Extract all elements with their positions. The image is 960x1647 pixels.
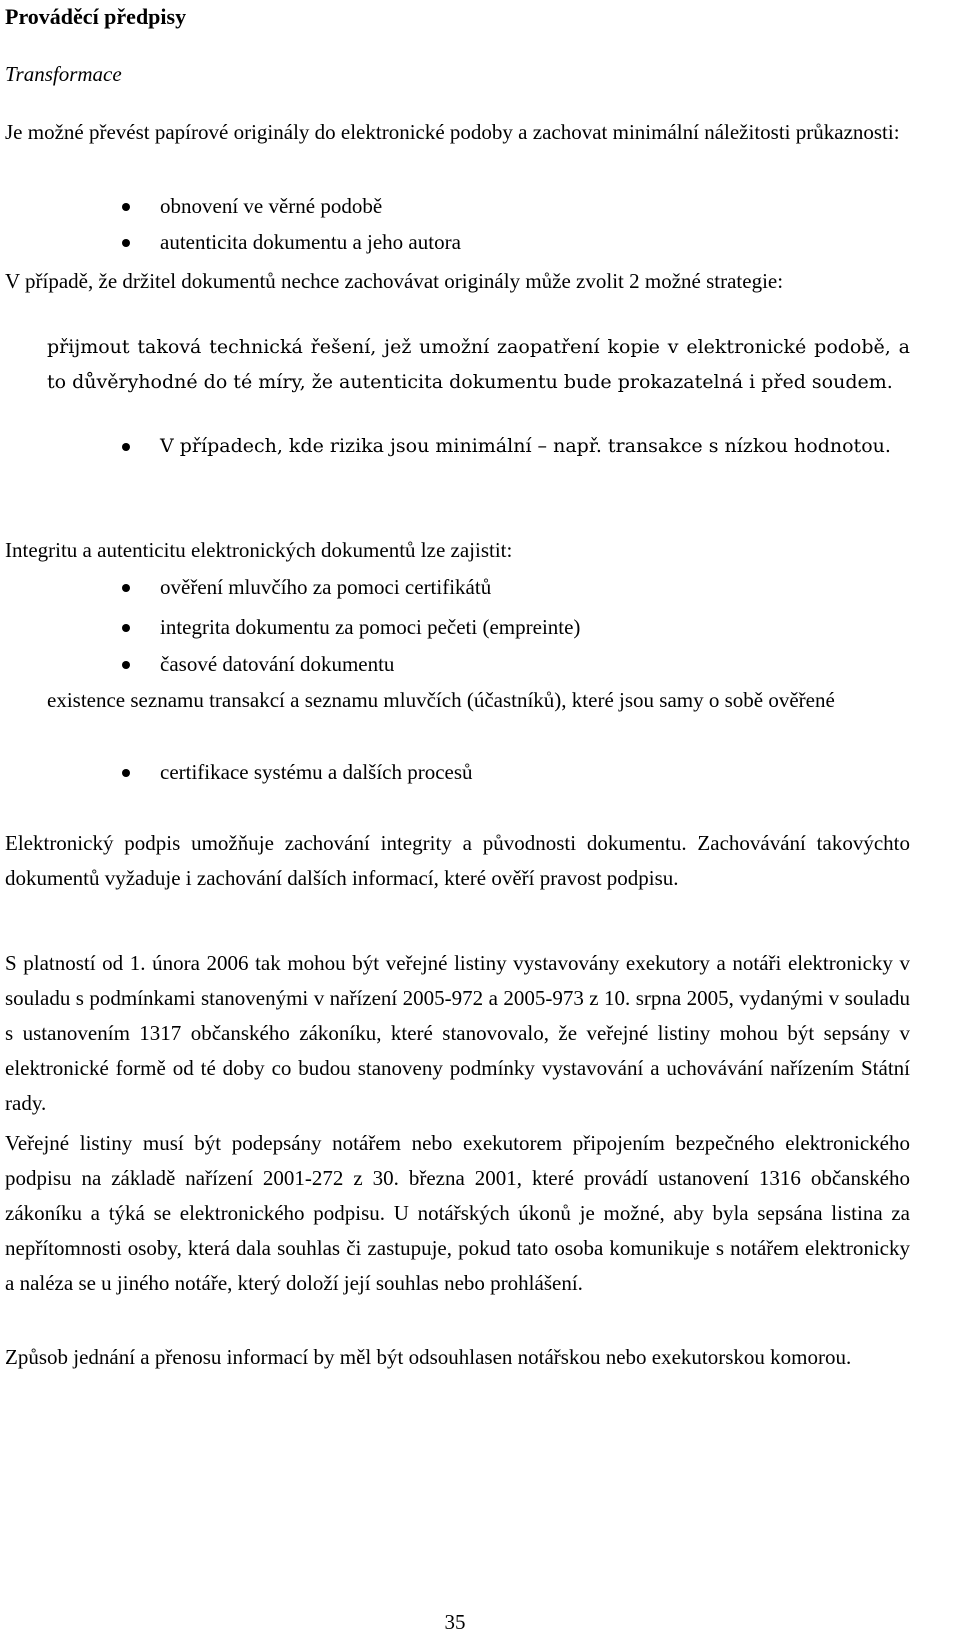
bullet-icon	[122, 203, 130, 211]
list-item	[0, 189, 960, 224]
paragraph-integrity: Integritu a autenticitu elektronických dokumentů lze zajistit:	[5, 538, 513, 562]
section-subheading: Transformace	[5, 62, 122, 86]
page-title: Prováděcí předpisy	[5, 4, 187, 29]
list-item	[0, 610, 960, 645]
paragraph-indented-strategy: přijmout taková technická řešení, jež umožní zaopatření kopie v elektronické podobě, a to důvěryhodné do té míry, že autenticita dokumentu bude prokazatelná i před soudem.	[47, 336, 910, 393]
list-item	[0, 429, 960, 499]
bullet-icon	[122, 769, 130, 777]
page-number: 35	[444, 1610, 466, 1634]
paragraph-signature: Elektronický podpis umožňuje zachování integrity a původnosti dokumentu. Zachovávání takovýchto dokumentů vyžaduje i zachování dalších informací, které ověří pravost podpisu.	[5, 831, 910, 890]
list-item-text: certifikace systému a dalších procesů	[160, 760, 473, 784]
list-item	[0, 570, 960, 605]
list-item-text: obnovení ve věrné podobě	[160, 194, 383, 218]
paragraph-indented-existence: existence seznamu transakcí a seznamu mluvčích (účastníků), které jsou samy o sobě ověřené	[47, 688, 835, 712]
list-item-text: V případech, kde rizika jsou minimální – např. transakce s nízkou hodnotou.	[160, 435, 891, 457]
paragraph-strategies: V případě, že držitel dokumentů nechce zachovávat originály může zvolit 2 možné strategie:	[5, 269, 784, 293]
list-item	[0, 225, 960, 260]
list-item-text: autenticita dokumentu a jeho autora	[160, 230, 461, 254]
bullet-icon	[122, 443, 130, 451]
list-item-text: časové datování dokumentu	[160, 652, 395, 676]
paragraph-public-deeds: Veřejné listiny musí být podepsány notářem nebo exekutorem připojením bezpečného elektronického podpisu na základě nařízení 2001-272 z 30. března 2001, které provádí ustanovení 1316 občanského zákoníku a týká se elektronického podpisu. U notářských úkonů je možné, aby byla sepsána listina za nepřítomnosti osoby, která dala souhlas či zastupuje, pokud tato osoba komunikuje s notářem elektronicky a naléza se u jiného notáře, který doloží její souhlas nebo prohlášení.	[5, 1131, 910, 1295]
list-item-text: integrita dokumentu za pomoci pečeti (empreinte)	[160, 615, 581, 639]
list-item	[0, 647, 960, 682]
bullet-icon	[122, 624, 130, 632]
list-item	[0, 755, 960, 790]
bullet-icon	[122, 661, 130, 669]
paragraph-method: Způsob jednání a přenosu informací by měl být odsouhlasen notářskou nebo exekutorskou komorou.	[5, 1345, 852, 1369]
paragraph-intro: Je možné převést papírové originály do elektronické podoby a zachovat minimální náležitosti průkaznosti:	[5, 120, 900, 144]
bullet-icon	[122, 239, 130, 247]
list-item-text: ověření mluvčího za pomoci certifikátů	[160, 575, 492, 599]
bullet-icon	[122, 584, 130, 592]
paragraph-validity: S platností od 1. února 2006 tak mohou být veřejné listiny vystavovány exekutory a notáři elektronicky v souladu s podmínkami stanovenými v nařízení 2005-972 a 2005-973 z 10. srpna 2005, vydanými v souladu s ustanovením 1317 občanského zákoníku, které stanovovalo, že veřejné listiny mohou být sepsány v elektronické formě od té doby co budou stanoveny podmínky vystavování a uchovávání nařízením Státní rady.	[5, 951, 910, 1115]
